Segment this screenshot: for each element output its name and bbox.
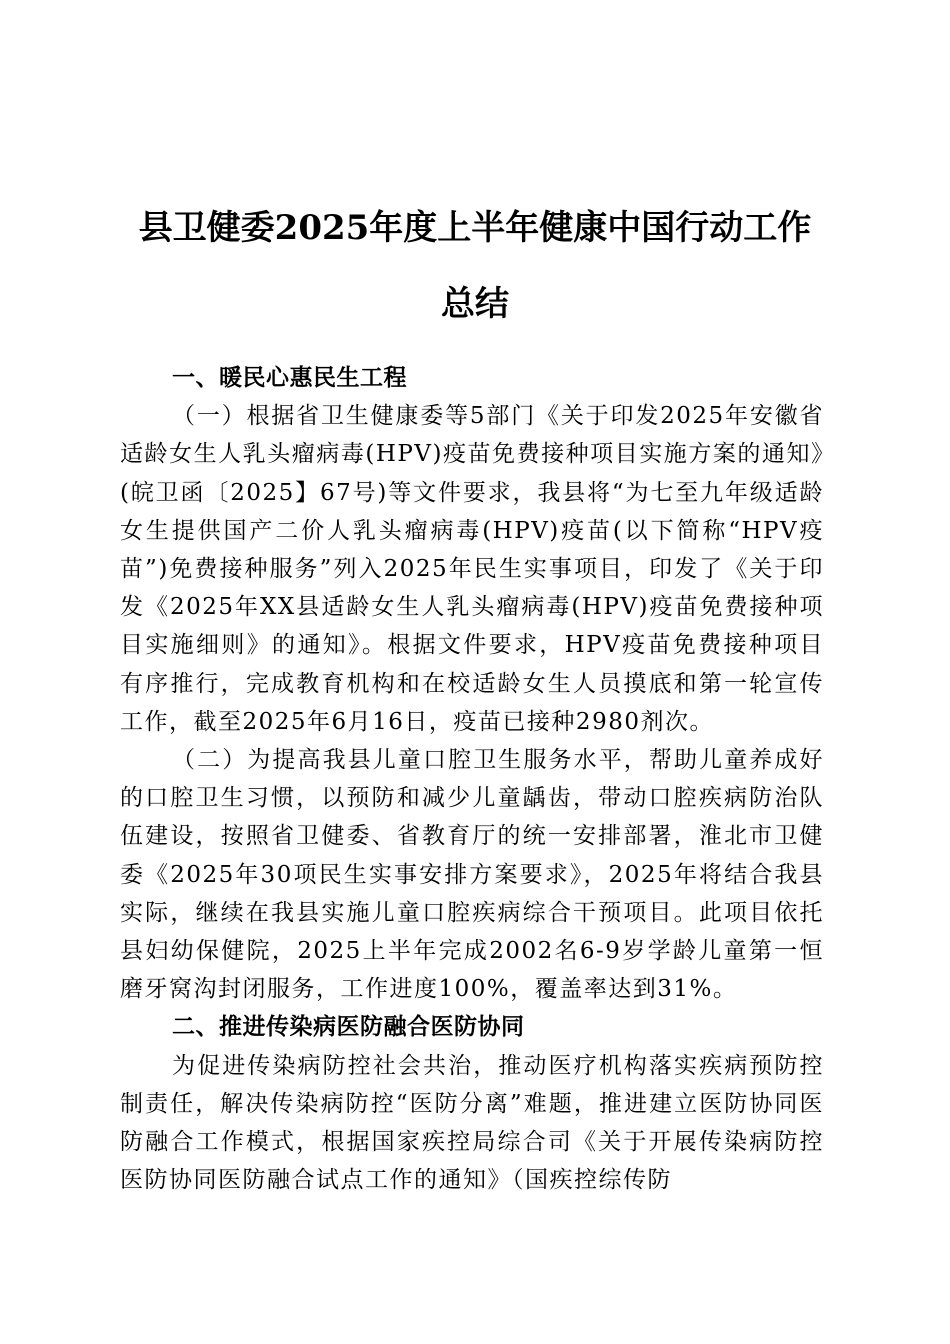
section-1-heading: 一、暖民心惠民生工程 bbox=[172, 365, 407, 391]
section-2-paragraph-1: 为促进传染病防控社会共治，推动医疗机构落实疾病预防控制责任，解决传染病防控“医防分离”难题，推进建立医防协同医防融合工作模式，根据国家疾控局综合司《关于开展传染病防控医防协同医防融合试点工作的通知》（国疾控综传防 bbox=[120, 1052, 824, 1194]
title-line-2: 总结 bbox=[441, 284, 509, 324]
section-1-paragraph-2: （二）为提高我县儿童口腔卫生服务水平，帮助儿童养成好的口腔卫生习惯，以预防和减少儿童龋齿，带动口腔疾病防治队伍建设，按照省卫健委、省教育厅的统一安排部署，淮北市卫健委《2025年30项民生实事安排方案要求》，2025年将结合我县实际，继续在我县实施儿童口腔疾病综合干预项目。此项目依托县妇幼保健院，2025上半年完成2002名6-9岁学龄儿童第一恒磨牙窝沟封闭服务，工作进度100%，覆盖率达到31%。 bbox=[120, 747, 824, 1003]
document-title bbox=[120, 190, 830, 342]
title-line-1: 县卫健委2025年度上半年健康中国行动工作 bbox=[138, 208, 812, 248]
section-1-paragraph-1: （一）根据省卫生健康委等5部门《关于印发2025年安徽省适龄女生人乳头瘤病毒(HPV)疫苗免费接种项目实施方案的通知》(皖卫函〔2025】67号)等文件要求，我县将“为七至九年级适龄女生提供国产二价人乳头瘤病毒(HPV)疫苗(以下简称“HPV疫苗”)免费接种服务”列入2025年民生实事项目，印发了《关于印发《2025年XX县适龄女生人乳头瘤病毒(HPV)疫苗免费接种项目实施细则》的通知》。根据文件要求，HPV疫苗免费接种项目有序推行，完成教育机构和在校适龄女生人员摸底和第一轮宣传工作，截至2025年6月16日，疫苗已接种2980剂次。 bbox=[120, 403, 824, 735]
section-2-heading: 二、推进传染病医防融合医防协同 bbox=[172, 1014, 525, 1041]
document-body bbox=[120, 359, 824, 1199]
